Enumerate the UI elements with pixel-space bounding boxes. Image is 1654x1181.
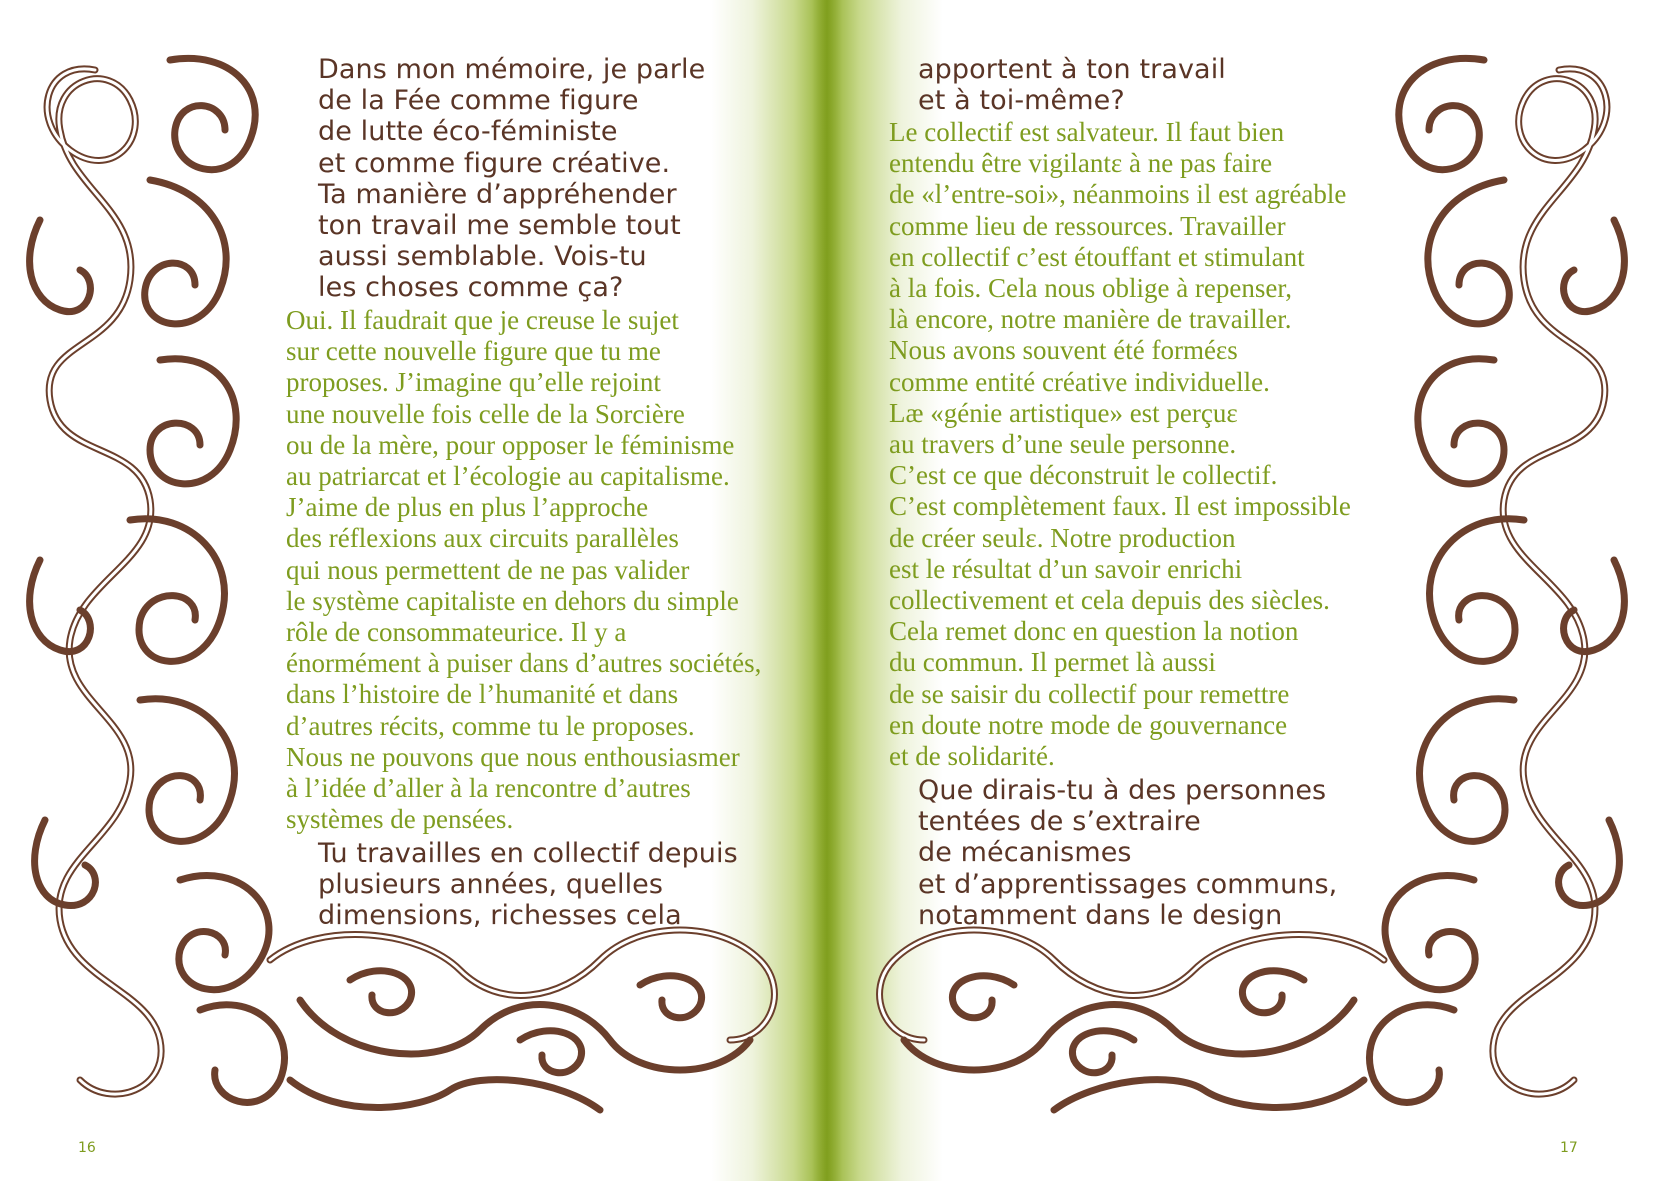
- text-line: de mécanismes: [918, 837, 1132, 869]
- text-line: au travers d’une seule personne.: [889, 429, 1237, 460]
- right-border-ornament: [1369, 58, 1624, 1102]
- text-line: Læ «génie artistique» est perçuɛ: [889, 397, 1238, 428]
- text-line: systèmes de pensées.: [286, 804, 514, 835]
- text-line: en collectif c’est étouffant et stimulant: [889, 241, 1305, 272]
- text-line: dimensions, richesses cela: [318, 900, 682, 932]
- text-line: comme lieu de ressources. Travailler: [889, 210, 1286, 241]
- right-bottom-ornament: [880, 930, 1384, 1110]
- text-line: de se saisir du collectif pour remettre: [889, 678, 1290, 709]
- text-line: ou de la mère, pour opposer le féminisme: [286, 429, 735, 460]
- right-question-2: [918, 775, 1337, 931]
- text-line: Ta manière d’appréhender: [318, 178, 677, 210]
- page-number-right: 17: [1560, 1140, 1578, 1156]
- left-border-ornament: [30, 58, 285, 1102]
- text-line: de lutte éco-féministe: [318, 116, 618, 148]
- text-line: de «l’entre-soi», néanmoins il est agréable: [889, 179, 1347, 210]
- text-line: J’aime de plus en plus l’approche: [286, 492, 649, 523]
- text-line: plusieurs années, quelles: [318, 869, 664, 901]
- text-line: le système capitaliste en dehors du simple: [286, 585, 739, 616]
- text-line: Dans mon mémoire, je parle: [318, 54, 706, 85]
- right-answer-1: [889, 117, 1351, 772]
- text-line: dans l’histoire de l’humanité et dans: [286, 679, 679, 710]
- left-question-2: [318, 838, 738, 932]
- text-line: du commun. Il permet là aussi: [889, 647, 1216, 678]
- text-line: de la Fée comme figure: [318, 85, 639, 117]
- text-line: sur cette nouvelle figure que tu me: [286, 336, 661, 367]
- text-line: entendu être vigilantɛ à ne pas faire: [889, 148, 1273, 179]
- text-line: à la fois. Cela nous oblige à repenser,: [889, 273, 1293, 304]
- text-line: ton travail me semble tout: [318, 210, 681, 242]
- text-line: Le collectif est salvateur. Il faut bien: [889, 117, 1285, 147]
- text-line: qui nous permettent de ne pas valider: [286, 554, 690, 585]
- text-line: et d’apprentissages communs,: [918, 868, 1338, 900]
- right-question-1-continued: [918, 54, 1226, 116]
- text-line: notamment dans le design: [918, 899, 1283, 931]
- text-line: aussi semblable. Vois-tu: [318, 241, 647, 273]
- text-line: Tu travailles en collectif depuis: [318, 838, 738, 869]
- text-line: C’est ce que déconstruit le collectif.: [889, 460, 1278, 491]
- left-answer-1: [286, 305, 761, 835]
- text-line: une nouvelle fois celle de la Sorcière: [286, 398, 685, 429]
- text-line: là encore, notre manière de travailler.: [889, 304, 1292, 335]
- text-line: et comme figure créative.: [318, 147, 671, 179]
- text-line: comme entité créative individuelle.: [889, 366, 1270, 397]
- text-line: tentées de s’extraire: [918, 806, 1201, 838]
- text-line: des réflexions aux circuits parallèles: [286, 523, 679, 554]
- text-line: Que dirais-tu à des personnes: [918, 775, 1327, 806]
- text-line: en doute notre mode de gouvernance: [889, 709, 1288, 740]
- text-line: collectivement et cela depuis des siècles.: [889, 585, 1330, 616]
- text-line: Nous ne pouvons que nous enthousiasmer: [286, 741, 740, 772]
- text-line: de créer seulɛ. Notre production: [889, 522, 1236, 553]
- text-line: énormément à puiser dans d’autres sociétés,: [286, 648, 762, 679]
- left-question-1: [318, 54, 705, 304]
- page-number-left: 16: [78, 1140, 96, 1156]
- text-line: au patriarcat et l’écologie au capitalisme.: [286, 461, 730, 492]
- text-line: d’autres récits, comme tu le proposes.: [286, 710, 695, 741]
- text-line: Cela remet donc en question la notion: [889, 616, 1299, 647]
- text-line: Nous avons souvent été forméɛs: [889, 335, 1238, 366]
- text-line: les choses comme ça?: [318, 272, 624, 304]
- text-line: à l’idée d’aller à la rencontre d’autres: [286, 773, 691, 804]
- text-line: et de solidarité.: [889, 741, 1055, 772]
- text-line: Oui. Il faudrait que je creuse le sujet: [286, 305, 679, 335]
- text-line: C’est complètement faux. Il est impossible: [889, 491, 1351, 522]
- text-line: apportent à ton travail: [918, 54, 1226, 85]
- text-line: et à toi-même?: [918, 85, 1125, 117]
- text-line: rôle de consommateurice. Il y a: [286, 617, 627, 648]
- left-bottom-ornament: [270, 930, 774, 1110]
- text-line: proposes. J’imagine qu’elle rejoint: [286, 367, 661, 398]
- text-line: est le résultat d’un savoir enrichi: [889, 553, 1243, 584]
